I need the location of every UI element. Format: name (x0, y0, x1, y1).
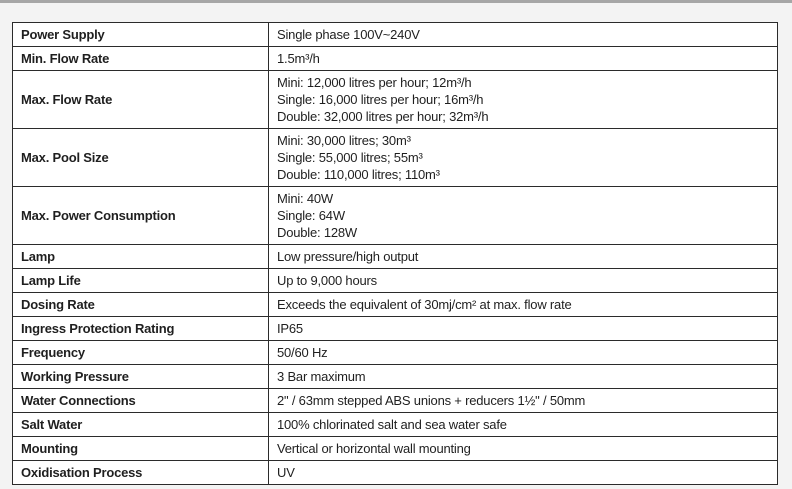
specifications-table-body (13, 23, 778, 485)
spec-value (269, 245, 778, 269)
spec-value-line: Double: 110,000 litres; 110m³ (277, 167, 440, 182)
spec-value-line: Double: 32,000 litres per hour; 32m³/h (277, 109, 489, 124)
spec-value-line: 100% chlorinated salt and sea water safe (277, 417, 507, 432)
spec-value (269, 129, 778, 187)
spec-value (269, 437, 778, 461)
spec-value-line: 50/60 Hz (277, 345, 328, 360)
table-row (13, 317, 778, 341)
spec-value-line: IP65 (277, 321, 303, 336)
spec-value (269, 317, 778, 341)
table-row (13, 389, 778, 413)
spec-value (269, 47, 778, 71)
spec-value (269, 293, 778, 317)
spec-value (269, 269, 778, 293)
spec-value-line: Vertical or horizontal wall mounting (277, 441, 471, 456)
table-row (13, 187, 778, 245)
table-row (13, 129, 778, 187)
spec-label: Dosing Rate (13, 293, 269, 317)
spec-value-line: Up to 9,000 hours (277, 273, 377, 288)
spec-value-line: 2" / 63mm stepped ABS unions + reducers 1½" / 50mm (277, 393, 586, 408)
spec-label: Salt Water (13, 413, 269, 437)
spec-value-line: Single: 55,000 litres; 55m³ (277, 150, 423, 165)
spec-value-line: Single phase 100V~240V (277, 27, 420, 42)
table-row (13, 437, 778, 461)
spec-label: Mounting (13, 437, 269, 461)
spec-value-line: Exceeds the equivalent of 30mj/cm² at max. flow rate (277, 297, 572, 312)
table-row (13, 71, 778, 129)
spec-value-line: Single: 64W (277, 208, 345, 223)
table-row (13, 47, 778, 71)
spec-value-line: 3 Bar maximum (277, 369, 366, 384)
table-row (13, 293, 778, 317)
spec-value-line: Low pressure/high output (277, 249, 419, 264)
spec-value (269, 461, 778, 485)
spec-label: Water Connections (13, 389, 269, 413)
spec-value-line: Double: 128W (277, 225, 357, 240)
table-row (13, 245, 778, 269)
spec-value (269, 389, 778, 413)
spec-value-line: Mini: 12,000 litres per hour; 12m³/h (277, 75, 472, 90)
table-row (13, 23, 778, 47)
table-row (13, 461, 778, 485)
spec-label: Max. Power Consumption (13, 187, 269, 245)
spec-label: Max. Pool Size (13, 129, 269, 187)
spec-value (269, 365, 778, 389)
table-row (13, 413, 778, 437)
spec-value (269, 341, 778, 365)
spec-value-line: Mini: 40W (277, 191, 333, 206)
spec-value-line: 1.5m³/h (277, 51, 320, 66)
spec-label: Working Pressure (13, 365, 269, 389)
table-row (13, 269, 778, 293)
table-row (13, 341, 778, 365)
specifications-table (12, 22, 778, 485)
table-row (13, 365, 778, 389)
spec-label: Min. Flow Rate (13, 47, 269, 71)
spec-label: Lamp Life (13, 269, 269, 293)
spec-value-line: Mini: 30,000 litres; 30m³ (277, 133, 411, 148)
spec-value (269, 187, 778, 245)
spec-value-line: Single: 16,000 litres per hour; 16m³/h (277, 92, 484, 107)
spec-value (269, 413, 778, 437)
spec-label: Frequency (13, 341, 269, 365)
spec-label: Lamp (13, 245, 269, 269)
spec-value (269, 71, 778, 129)
spec-label: Max. Flow Rate (13, 71, 269, 129)
spec-label: Oxidisation Process (13, 461, 269, 485)
spec-value-line: UV (277, 465, 295, 480)
page-content (0, 3, 792, 485)
spec-label: Ingress Protection Rating (13, 317, 269, 341)
spec-label: Power Supply (13, 23, 269, 47)
spec-value (269, 23, 778, 47)
